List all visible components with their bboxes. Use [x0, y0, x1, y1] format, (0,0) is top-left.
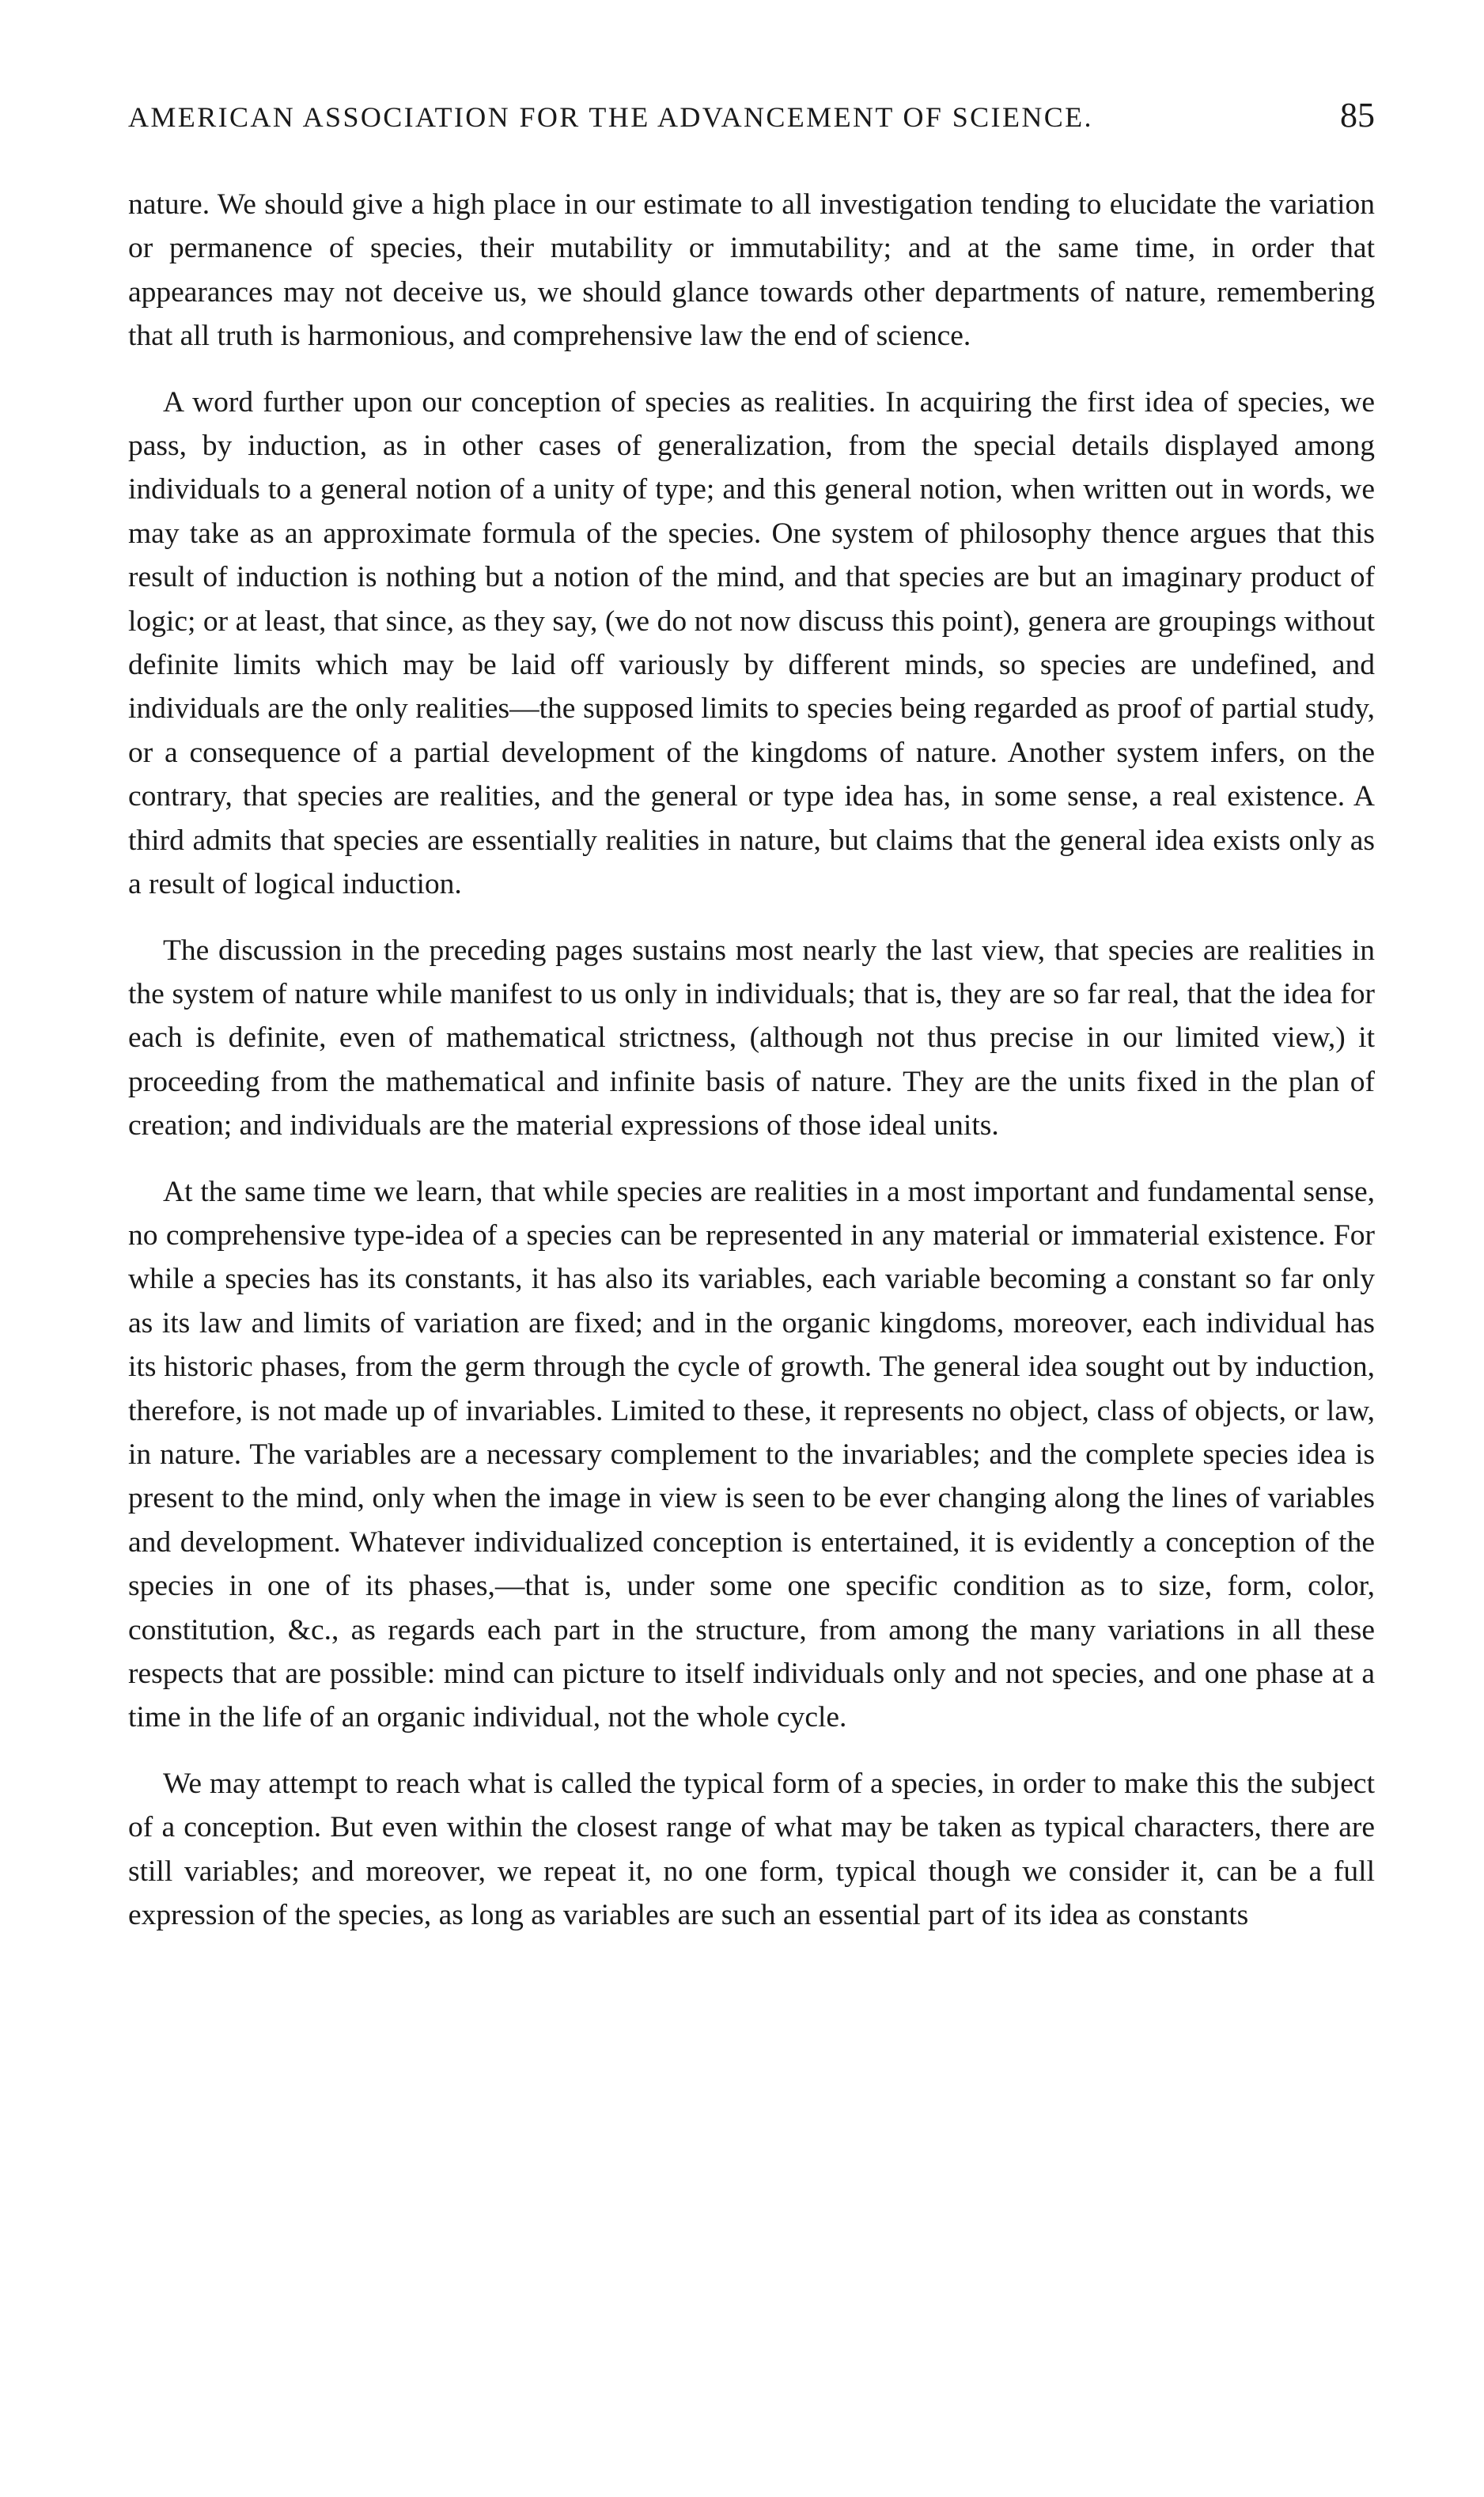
paragraph-continued: nature. We should give a high place in our estimate to all investigation tending to elucidate the variation or permanence of species, their mutability or immutability; and at the same time, in order that appearances may not deceive us, we should glance towards other departments of nature, remembering that all truth is harmonious, and comprehensive law the end of science.: [128, 188, 1375, 353]
body-text: [128, 183, 1375, 1937]
running-head: [128, 95, 1375, 135]
paragraph-species-realities: A word further upon our conception of species as realities. In acquiring the first idea of species, we pass, by induction, as in other cases of generalization, from the special details displayed among individuals to a general notion of a unity of type; and this general notion, when written out in words, we may take as an approximate formula of the species. One system of philosophy thence argues that this result of induction is nothing but a notion of the mind, and that species are but an imaginary product of logic; or at least, that since, as they say, (we do not now discuss this point), genera are groupings without definite limits which may be laid off variously by different minds, so species are undefined, and individuals are the only realities—the supposed limits to species being regarded as proof of partial study, or a consequence of a partial development of the kingdoms of nature. Another system infers, on the contrary, that species are realities, and the general or type idea has, in some sense, a real existence. A third admits that species are essentially realities in nature, but claims that the general idea exists only as a result of logical induction.: [128, 385, 1375, 901]
paragraph-discussion: The discussion in the preceding pages sustains most nearly the last view, that species are realities in the system of nature while manifest to us only in individuals; that is, they are so far real, that the idea for each is definite, even of mathematical strictness, (although not thus precise in our limited view,) it proceeding from the mathematical and infinite basis of nature. They are the units fixed in the plan of creation; and individuals are the material expressions of those ideal units.: [128, 934, 1375, 1142]
paragraph-typical-form: We may attempt to reach what is called the typical form of a species, in order to make this the subject of a conception. But even within the closest range of what may be taken as typical characters, there are still variables; and moreover, we repeat it, no one form, typical though we consider it, can be a full expression of the species, as long as variables are such an essential part of its idea as constants: [128, 1767, 1375, 1932]
page-number: 85: [1340, 96, 1375, 135]
page: [128, 95, 1375, 1959]
paragraph-same-time: At the same time we learn, that while species are realities in a most important and fundamental sense, no comprehensive type-idea of a species can be represented in any material or immaterial existence. For while a species has its constants, it has also its variables, each variable becoming a constant so far only as its law and limits of variation are fixed; and in the organic kingdoms, moreover, each individual has its historic phases, from the germ through the cycle of growth. The general idea sought out by induction, therefore, is not made up of invariables. Limited to these, it represents no object, class of objects, or law, in nature. The variables are a necessary complement to the invariables; and the complete species idea is present to the mind, only when the image in view is seen to be ever changing along the lines of variables and development. Whatever individualized conception is entertained, it is evidently a conception of the species in one of its phases,—that is, under some one specific condition as to size, form, color, constitution, &c., as regards each part in the structure, from among the many variations in all these respects that are possible: mind can picture to itself individuals only and not species, and one phase at a time in the life of an organic individual, not the whole cycle.: [128, 1175, 1375, 1734]
running-head-title: AMERICAN ASSOCIATION FOR THE ADVANCEMENT OF SCIENCE.: [128, 101, 1093, 133]
